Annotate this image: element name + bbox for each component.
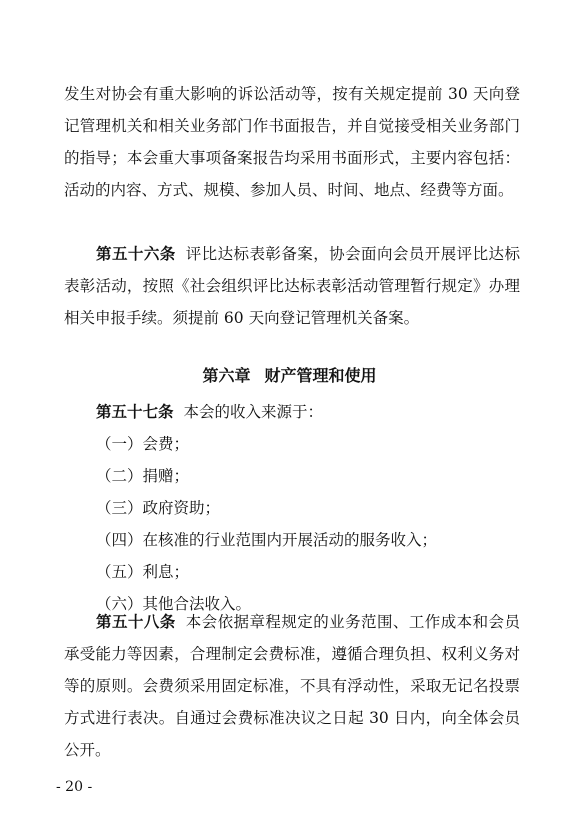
paragraph-continued — [64, 78, 520, 206]
article-58 — [64, 606, 520, 766]
list-item: （五）利息； — [96, 563, 190, 581]
list-item: （二）捐赠； — [96, 467, 190, 485]
list-item: （六）其他合法收入。 — [96, 595, 252, 613]
article-label: 第五十六条 — [96, 244, 176, 263]
article-text: 本会依据章程规定的业务范围、工作成本和会员承受能力等因素，合理制定会费标准，遵循合理负担、权利义务对等的原则。会费须采用固定标准，不具有浮动性，采取无记名投票方式进行表决。自通过会费标准决议之日起 30 日内，向全体会员公开。 — [64, 613, 520, 759]
list-item: （一）会费； — [96, 435, 190, 453]
list-item: （四）在核准的行业范围内开展活动的服务收入； — [96, 531, 438, 549]
list-item: （三）政府资助； — [96, 499, 221, 517]
chapter-number: 第六章 — [202, 366, 251, 385]
chapter-heading — [0, 360, 579, 392]
article-label: 第五十八条 — [96, 612, 176, 631]
chapter-title: 财产管理和使用 — [264, 366, 377, 385]
article-label: 第五十七条 — [96, 402, 174, 421]
article-text: 评比达标表彰备案，协会面向会员开展评比达标表彰活动，按照《社会组织评比达标表彰活动管理暂行规定》办理相关申报手续。须提前 60 天向登记管理机关备案。 — [64, 245, 520, 327]
article-56 — [64, 238, 520, 334]
article-57 — [64, 396, 520, 428]
paragraph-text: 发生对协会有重大影响的诉讼活动等，按有关规定提前 30 天向登记管理机关和相关业务部门作书面报告，并自觉接受相关业务部门的指导；本会重大事项备案报告均采用书面形式，主要内容包括：活动的内容、方式、规模、参加人员、时间、地点、经费等方面。 — [64, 85, 520, 199]
page-number: - 20 - — [56, 779, 93, 795]
article-text: 本会的收入来源于： — [183, 403, 324, 421]
